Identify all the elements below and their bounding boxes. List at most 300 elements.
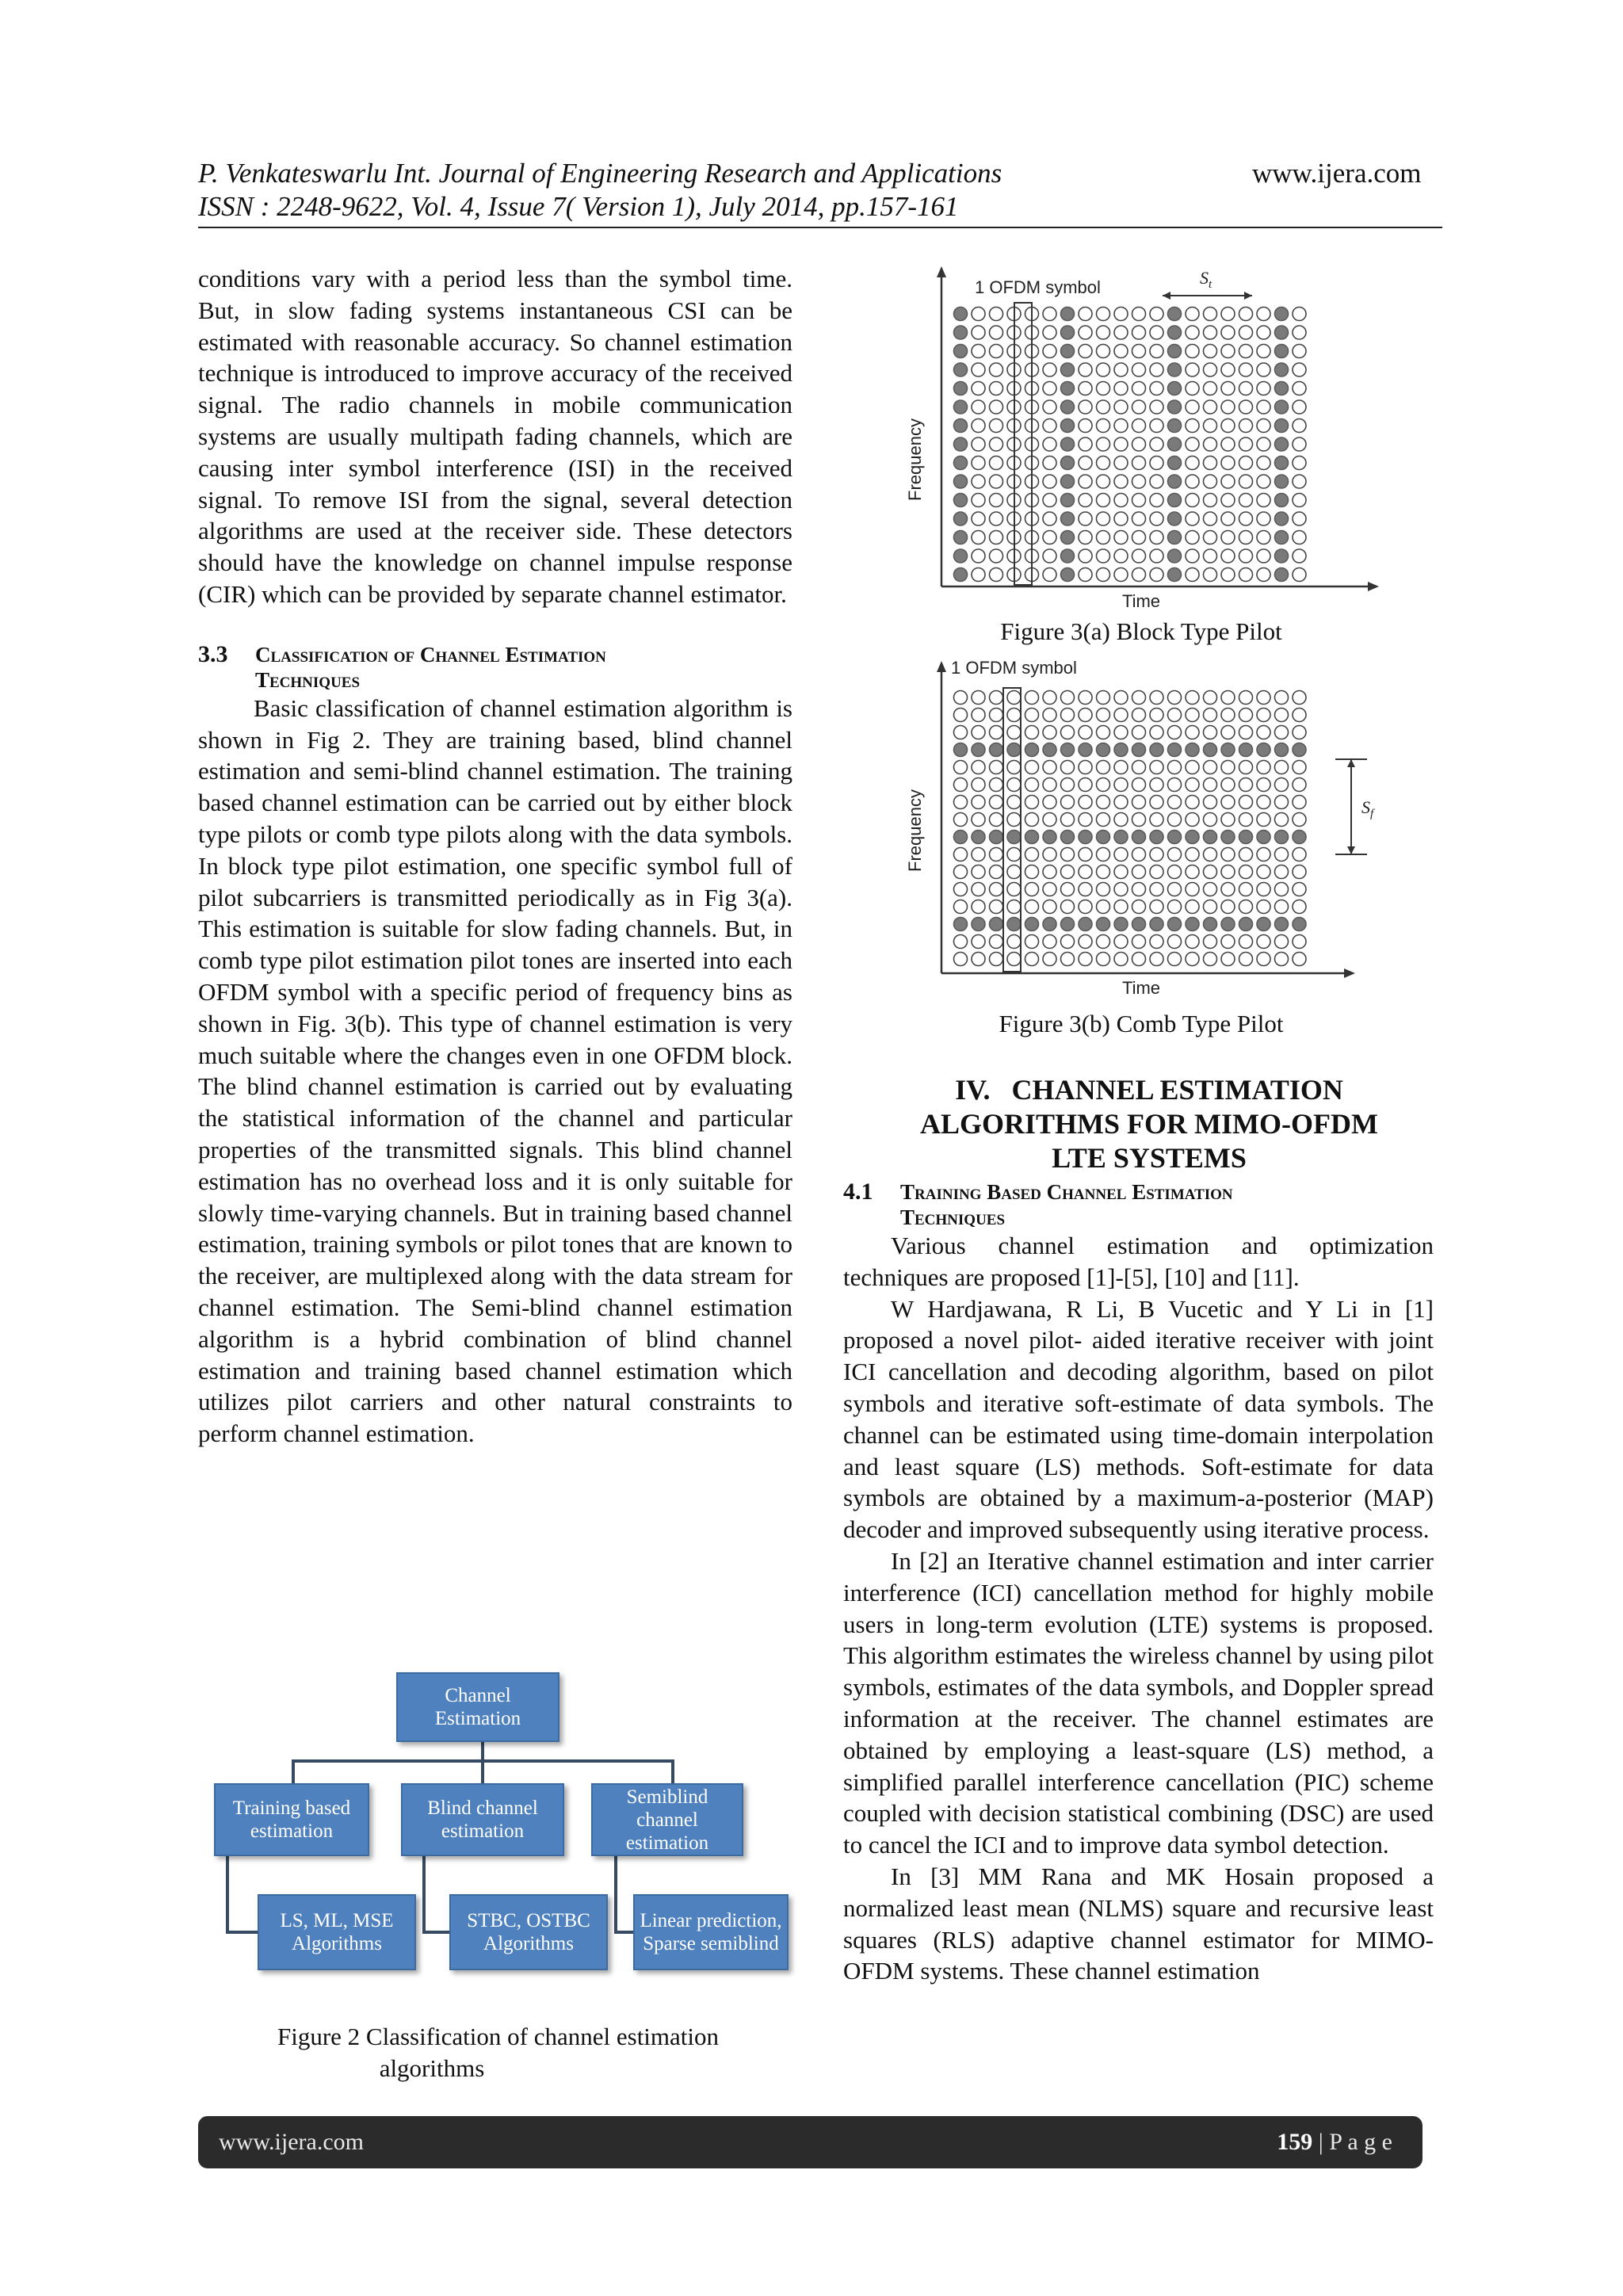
data-dot [1132, 437, 1146, 451]
pilot-dot [1275, 549, 1289, 563]
data-dot [1150, 813, 1163, 827]
pilot-dot [954, 419, 968, 433]
data-dot [1204, 900, 1217, 914]
data-dot [972, 457, 985, 470]
data-dot [1043, 900, 1056, 914]
data-dot [972, 848, 985, 861]
fig3a-ylabel: Frequency [905, 418, 925, 501]
data-dot [1257, 512, 1270, 525]
data-dot [1150, 457, 1163, 470]
data-dot [1204, 709, 1217, 722]
pilot-dot [1275, 308, 1289, 321]
pilot-dot [1007, 831, 1021, 844]
data-dot [1097, 813, 1110, 827]
data-dot [972, 363, 985, 376]
data-dot [1221, 382, 1235, 395]
data-dot [1150, 437, 1163, 451]
data-dot [1204, 308, 1217, 321]
pilot-dot [954, 494, 968, 507]
data-dot [1239, 796, 1253, 809]
data-dot [1293, 761, 1306, 774]
data-dot [1221, 709, 1235, 722]
data-dot [1239, 419, 1253, 433]
data-dot [954, 848, 968, 861]
section-iv-heading-line2: ALGORITHMS FOR MIMO-OFDM [920, 1108, 1378, 1140]
data-dot [1293, 883, 1306, 896]
data-dot [1150, 935, 1163, 949]
data-dot [1132, 761, 1146, 774]
data-dot [1097, 494, 1110, 507]
data-dot [990, 953, 1003, 966]
pilot-dot [954, 382, 968, 395]
data-dot [1150, 778, 1163, 792]
data-dot [1186, 900, 1199, 914]
data-dot [1097, 568, 1110, 582]
data-dot [1221, 326, 1235, 339]
data-dot [1257, 363, 1270, 376]
data-dot [1293, 935, 1306, 949]
connector-training-child-h [226, 1931, 258, 1934]
data-dot [1025, 726, 1039, 739]
section-title-line1: Classification of Channel Estimation [255, 642, 606, 667]
data-dot [1025, 813, 1039, 827]
data-dot [1007, 935, 1021, 949]
data-dot [1257, 457, 1270, 470]
fig3a-xlabel: Time [1121, 591, 1161, 610]
data-dot [1275, 726, 1289, 739]
data-dot [1097, 382, 1110, 395]
data-dot [1150, 363, 1163, 376]
right-paragraph-4: In [3] MM Rana and MK Hosain proposed a normalized least mean (NLMS) square and recursive least squares (RLS) adaptive channel estimator for MIMO-OFDM systems. These channel estimation [843, 1862, 1434, 1985]
data-dot [990, 475, 1003, 488]
section-number: 3.3 [198, 640, 228, 667]
sf-arrow-head-top [1347, 759, 1355, 767]
pilot-dot [1061, 494, 1075, 507]
data-dot [1221, 512, 1235, 525]
footer-page [1277, 2129, 1392, 2156]
data-dot [1132, 457, 1146, 470]
data-dot [1132, 813, 1146, 827]
y-axis-arrow [937, 661, 946, 672]
pilot-dot [1168, 419, 1182, 433]
data-dot [1204, 512, 1217, 525]
pilot-dot [1239, 743, 1253, 757]
pilot-dot [1007, 743, 1021, 757]
data-dot [1275, 778, 1289, 792]
data-dot [1150, 345, 1163, 358]
data-dot [1097, 865, 1110, 879]
data-dot [972, 935, 985, 949]
data-dot [1079, 549, 1092, 563]
data-dot [1204, 419, 1217, 433]
data-dot [1061, 865, 1075, 879]
pilot-dot [954, 743, 968, 757]
data-dot [1186, 848, 1199, 861]
data-dot [990, 935, 1003, 949]
pilot-dot [1257, 918, 1270, 931]
data-dot [1025, 848, 1039, 861]
pilot-dot [1275, 512, 1289, 525]
data-dot [1097, 363, 1110, 376]
data-dot [1079, 400, 1092, 414]
data-dot [1257, 883, 1270, 896]
data-dot [990, 308, 1003, 321]
data-dot [1239, 778, 1253, 792]
data-dot [1221, 778, 1235, 792]
data-dot [1114, 778, 1128, 792]
data-dot [1097, 475, 1110, 488]
data-dot [1257, 308, 1270, 321]
pilot-dot [1079, 831, 1092, 844]
section-title-line2: Techniques [900, 1205, 1006, 1229]
pilot-dot [1061, 308, 1075, 321]
data-dot [1007, 709, 1021, 722]
data-dot [1025, 691, 1039, 705]
data-dot [972, 345, 985, 358]
connector-blind-child-v [422, 1855, 426, 1934]
data-dot [1043, 568, 1056, 582]
data-dot [990, 437, 1003, 451]
data-dot [954, 935, 968, 949]
pilot-dot [1168, 437, 1182, 451]
data-dot [1239, 900, 1253, 914]
data-dot [1043, 531, 1056, 544]
data-dot [1132, 382, 1146, 395]
data-dot [1293, 326, 1306, 339]
fig3b-title: 1 OFDM symbol [951, 658, 1077, 678]
data-dot [1097, 761, 1110, 774]
data-dot [1221, 308, 1235, 321]
data-dot [1150, 865, 1163, 879]
data-dot [990, 400, 1003, 414]
node-stbc-ostbc: STBC, OSTBC Algorithms [449, 1894, 608, 1970]
data-dot [1097, 778, 1110, 792]
data-dot [1293, 865, 1306, 879]
data-dot [1097, 900, 1110, 914]
fig3a-st-label: $S_t$ [1200, 268, 1212, 291]
pilot-dot [1239, 918, 1253, 931]
data-dot [1132, 709, 1146, 722]
data-dot [1114, 568, 1128, 582]
data-dot [1097, 848, 1110, 861]
data-dot [1150, 326, 1163, 339]
data-dot [1239, 935, 1253, 949]
pilot-dot [1168, 363, 1182, 376]
data-dot [1043, 400, 1056, 414]
data-dot [1114, 326, 1128, 339]
data-dot [1257, 400, 1270, 414]
data-dot [1204, 549, 1217, 563]
page-label: | P a g e [1318, 2129, 1392, 2155]
data-dot [1061, 691, 1075, 705]
data-dot [1239, 437, 1253, 451]
data-dot [972, 475, 985, 488]
pilot-dot [1275, 494, 1289, 507]
pilot-dot [1061, 831, 1075, 844]
data-dot [1204, 475, 1217, 488]
data-dot [1275, 883, 1289, 896]
data-dot [1061, 848, 1075, 861]
pilot-dot [954, 918, 968, 931]
pilot-dot [1275, 918, 1289, 931]
data-dot [1293, 494, 1306, 507]
data-dot [1221, 457, 1235, 470]
data-dot [1132, 848, 1146, 861]
pilot-dot [1097, 743, 1110, 757]
data-dot [1257, 761, 1270, 774]
data-dot [1293, 363, 1306, 376]
data-dot [1186, 512, 1199, 525]
pilot-dot [1061, 326, 1075, 339]
pilot-dot [990, 918, 1003, 931]
data-dot [1097, 796, 1110, 809]
data-dot [1132, 935, 1146, 949]
data-dot [1275, 900, 1289, 914]
data-dot [1204, 326, 1217, 339]
data-dot [1079, 935, 1092, 949]
data-dot [1025, 883, 1039, 896]
pilot-dot [1186, 918, 1199, 931]
data-dot [990, 813, 1003, 827]
data-dot [1221, 494, 1235, 507]
data-dot [1293, 549, 1306, 563]
data-dot [1150, 900, 1163, 914]
page-number: 159 [1277, 2129, 1313, 2155]
y-axis-arrow [937, 266, 946, 277]
pilot-dot [1275, 345, 1289, 358]
data-dot [1061, 883, 1075, 896]
data-dot [1079, 457, 1092, 470]
data-dot [1186, 549, 1199, 563]
data-dot [954, 900, 968, 914]
data-dot [1239, 308, 1253, 321]
data-dot [1132, 691, 1146, 705]
page-footer [198, 2116, 1423, 2168]
data-dot [1114, 382, 1128, 395]
data-dot [1257, 778, 1270, 792]
data-dot [1079, 494, 1092, 507]
pilot-dot [1114, 831, 1128, 844]
data-dot [1079, 531, 1092, 544]
data-dot [1043, 691, 1056, 705]
data-dot [1204, 568, 1217, 582]
data-dot [954, 778, 968, 792]
data-dot [1221, 883, 1235, 896]
data-dot [1221, 549, 1235, 563]
data-dot [1186, 457, 1199, 470]
section-iv-heading-line3: LTE SYSTEMS [1052, 1142, 1247, 1174]
data-dot [1079, 813, 1092, 827]
data-dot [954, 883, 968, 896]
data-dot [1114, 494, 1128, 507]
data-dot [1204, 935, 1217, 949]
data-dot [1150, 419, 1163, 433]
data-dot [1114, 883, 1128, 896]
node-training-based: Training based estimation [214, 1783, 369, 1856]
data-dot [1257, 726, 1270, 739]
data-dot [1168, 813, 1182, 827]
data-dot [954, 691, 968, 705]
data-dot [1186, 778, 1199, 792]
pilot-dot [1061, 475, 1075, 488]
pilot-dot [1043, 831, 1056, 844]
data-dot [1150, 726, 1163, 739]
data-dot [972, 568, 985, 582]
data-dot [990, 778, 1003, 792]
data-dot [1079, 382, 1092, 395]
pilot-dot [1150, 831, 1163, 844]
pilot-dot [954, 308, 968, 321]
data-dot [1043, 883, 1056, 896]
pilot-dot [954, 400, 968, 414]
pilot-dot [1061, 419, 1075, 433]
pilot-dot [1204, 831, 1217, 844]
data-dot [1025, 935, 1039, 949]
pilot-dot [1168, 345, 1182, 358]
data-dot [972, 419, 985, 433]
data-dot [1293, 437, 1306, 451]
data-dot [1132, 796, 1146, 809]
data-dot [1293, 308, 1306, 321]
data-dot [1097, 437, 1110, 451]
data-dot [1097, 549, 1110, 563]
header-site: www.ijera.com [1252, 158, 1422, 189]
data-dot [1132, 363, 1146, 376]
data-dot [1239, 475, 1253, 488]
pilot-dot [1061, 512, 1075, 525]
data-dot [1186, 813, 1199, 827]
data-dot [1079, 691, 1092, 705]
data-dot [1293, 778, 1306, 792]
data-dot [1114, 419, 1128, 433]
data-dot [954, 953, 968, 966]
pilot-dot [1221, 918, 1235, 931]
data-dot [990, 691, 1003, 705]
data-dot [1257, 709, 1270, 722]
pilot-dot [1061, 382, 1075, 395]
data-dot [1257, 475, 1270, 488]
pilot-dot [1204, 743, 1217, 757]
data-dot [990, 883, 1003, 896]
data-dot [1007, 865, 1021, 879]
data-dot [1150, 568, 1163, 582]
data-dot [1239, 512, 1253, 525]
data-dot [1275, 761, 1289, 774]
header-rule [198, 227, 1442, 228]
data-dot [1221, 345, 1235, 358]
data-dot [1275, 848, 1289, 861]
pilot-dot [1168, 400, 1182, 414]
data-dot [1275, 691, 1289, 705]
pilot-dot [1061, 531, 1075, 544]
data-dot [1186, 475, 1199, 488]
data-dot [1043, 778, 1056, 792]
data-dot [1025, 953, 1039, 966]
data-dot [1132, 400, 1146, 414]
data-dot [1186, 796, 1199, 809]
data-dot [1293, 726, 1306, 739]
data-dot [1204, 883, 1217, 896]
data-dot [1275, 953, 1289, 966]
data-dot [1239, 326, 1253, 339]
data-dot [1257, 796, 1270, 809]
pilot-dot [1061, 549, 1075, 563]
data-dot [1239, 848, 1253, 861]
data-dot [1043, 935, 1056, 949]
data-dot [990, 531, 1003, 544]
data-dot [1257, 865, 1270, 879]
pilot-dot [990, 831, 1003, 844]
pilot-dot [1239, 831, 1253, 844]
node-ls-ml-mse: LS, ML, MSE Algorithms [258, 1894, 416, 1970]
data-dot [1114, 400, 1128, 414]
footer-site: www.ijera.com [219, 2129, 364, 2155]
data-dot [1293, 382, 1306, 395]
data-dot [1186, 382, 1199, 395]
data-dot [1168, 900, 1182, 914]
data-dot [1221, 400, 1235, 414]
data-dot [1204, 494, 1217, 507]
pilot-dot [1204, 918, 1217, 931]
connector-to-semiblind [671, 1759, 674, 1783]
pilot-dot [1061, 400, 1075, 414]
data-dot [1257, 326, 1270, 339]
data-dot [1257, 935, 1270, 949]
data-dot [1239, 531, 1253, 544]
data-dot [1239, 457, 1253, 470]
pilot-dot [1061, 457, 1075, 470]
data-dot [1221, 813, 1235, 827]
section-3-3-heading [198, 642, 792, 693]
sf-arrow-head-bottom [1347, 846, 1355, 854]
data-dot [1293, 419, 1306, 433]
data-dot [1114, 457, 1128, 470]
data-dot [1025, 796, 1039, 809]
data-dot [1150, 549, 1163, 563]
data-dot [1186, 345, 1199, 358]
data-dot [1132, 568, 1146, 582]
node-channel-estimation: Channel Estimation [396, 1672, 559, 1742]
data-dot [1221, 531, 1235, 544]
pilot-dot [972, 918, 985, 931]
data-dot [1097, 308, 1110, 321]
data-dot [1132, 865, 1146, 879]
pilot-dot [1061, 743, 1075, 757]
data-dot [1257, 494, 1270, 507]
data-dot [1221, 796, 1235, 809]
pilot-dot [1168, 308, 1182, 321]
data-dot [1239, 726, 1253, 739]
data-dot [1204, 691, 1217, 705]
data-dot [1239, 761, 1253, 774]
connector-semiblind-child-v [614, 1855, 617, 1934]
data-dot [1168, 935, 1182, 949]
connector-to-training [292, 1759, 295, 1783]
data-dot [1043, 813, 1056, 827]
data-dot [1079, 419, 1092, 433]
pilot-dot [1168, 549, 1182, 563]
data-dot [1150, 691, 1163, 705]
grid-3b [954, 691, 1307, 966]
data-dot [1114, 437, 1128, 451]
data-dot [1025, 761, 1039, 774]
pilot-dot [1168, 531, 1182, 544]
data-dot [1204, 726, 1217, 739]
data-dot [1186, 709, 1199, 722]
pilot-dot [1168, 457, 1182, 470]
issn-line: ISSN : 2248-9622, Vol. 4, Issue 7( Version 1), July 2014, pp.157-161 [198, 191, 959, 222]
data-dot [1043, 726, 1056, 739]
